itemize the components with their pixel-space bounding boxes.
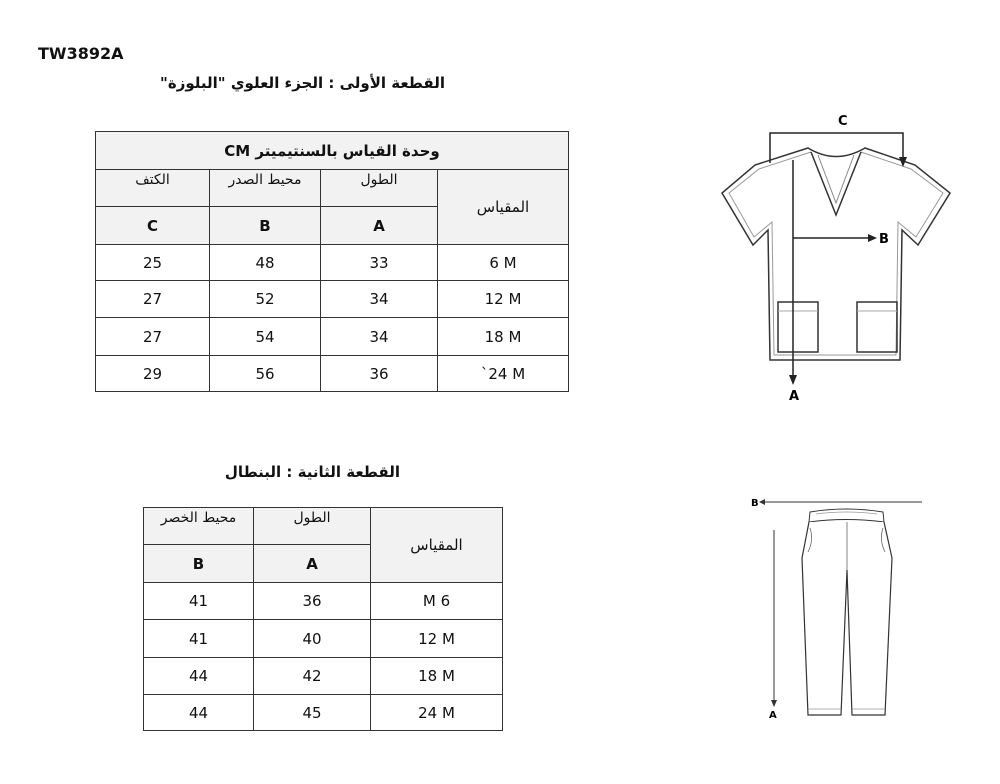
cell-a: 36	[321, 356, 438, 392]
cell-b: 41	[144, 620, 254, 658]
cell-a: 45	[254, 695, 371, 731]
cell-b: 54	[210, 318, 321, 356]
table-row	[96, 356, 569, 392]
cell-c: 27	[96, 318, 210, 356]
cell-c: 29	[96, 356, 210, 392]
product-code: TW3892A	[38, 44, 124, 63]
cell-b: 52	[210, 281, 321, 318]
table-row	[144, 583, 503, 620]
table-row	[96, 245, 569, 281]
scrub-top-diagram	[715, 105, 965, 405]
cell-b: 44	[144, 658, 254, 695]
col-name-shoulder: الكتف	[96, 170, 210, 207]
col-letter-c: C	[96, 207, 210, 245]
col-size-header: المقياس	[371, 508, 503, 583]
label-a: A	[789, 389, 800, 404]
label-b: B	[879, 232, 889, 247]
table-row	[96, 281, 569, 318]
col-letter-a: A	[321, 207, 438, 245]
cell-c: 25	[96, 245, 210, 281]
col-name-waist: محيط الخصر	[144, 508, 254, 545]
cell-size: 24 M	[371, 695, 503, 731]
col-name-chest: محيط الصدر	[210, 170, 321, 207]
cell-b: 48	[210, 245, 321, 281]
cell-a: 34	[321, 318, 438, 356]
cell-a: 33	[321, 245, 438, 281]
cell-size: 12 M	[438, 281, 569, 318]
cell-size: 6 M	[438, 245, 569, 281]
table-row	[144, 620, 503, 658]
cell-size: 12 M	[371, 620, 503, 658]
label-c: C	[838, 114, 848, 129]
table-row	[144, 658, 503, 695]
part2-title: القطعة الثانية : البنطال	[224, 463, 400, 481]
table-row	[144, 695, 503, 731]
col-letter-b: B	[144, 545, 254, 583]
pants-diagram	[750, 490, 935, 725]
pants-size-table	[143, 507, 503, 731]
pants-label-b: B	[751, 498, 759, 509]
top-size-table	[95, 131, 569, 392]
cell-size: M 6	[371, 583, 503, 620]
col-letter-b: B	[210, 207, 321, 245]
cell-a: 36	[254, 583, 371, 620]
col-name-length: الطول	[321, 170, 438, 207]
cell-a: 40	[254, 620, 371, 658]
pants-label-a: A	[769, 710, 777, 721]
cell-c: 27	[96, 281, 210, 318]
col-size-header: المقياس	[438, 170, 569, 245]
col-letter-a: A	[254, 545, 371, 583]
cell-b: 56	[210, 356, 321, 392]
cell-b: 41	[144, 583, 254, 620]
part1-title: القطعة الأولى : الجزء العلوي "البلوزة"	[160, 74, 445, 92]
unit-header: وحدة القياس بالسنتيميتر CM	[96, 132, 569, 170]
cell-b: 44	[144, 695, 254, 731]
cell-size: `24 M	[438, 356, 569, 392]
cell-a: 42	[254, 658, 371, 695]
col-name-length: الطول	[254, 508, 371, 545]
cell-a: 34	[321, 281, 438, 318]
cell-size: 18 M	[438, 318, 569, 356]
cell-size: 18 M	[371, 658, 503, 695]
table-row	[96, 318, 569, 356]
